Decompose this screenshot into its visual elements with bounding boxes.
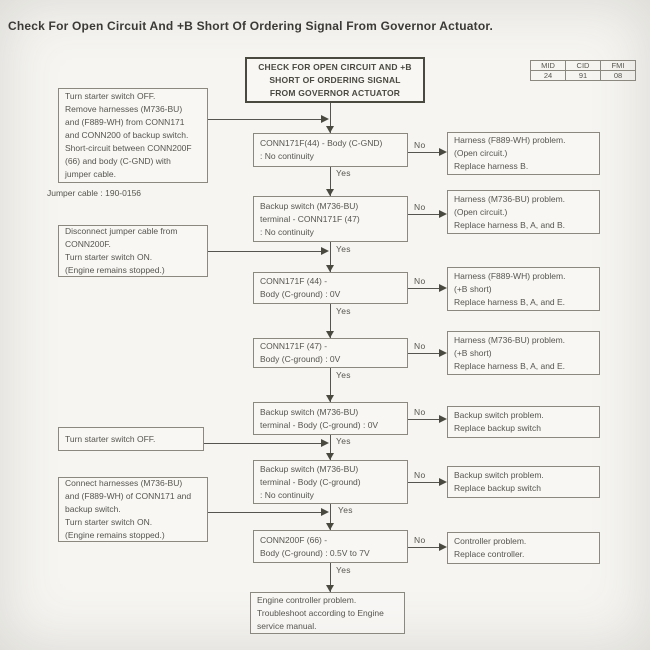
outcome-box: [447, 466, 600, 498]
text-line: (66) and body (C-GND) with: [65, 156, 171, 166]
outcome-box: [447, 532, 600, 564]
text-line: Short-circuit between CONN200F: [65, 143, 192, 153]
fault-code-table: [530, 60, 636, 81]
connector-line: [408, 482, 440, 483]
decision-box: [253, 402, 408, 435]
text-line: Backup switch (M736-BU): [260, 463, 359, 474]
text-line: (Engine remains stopped.): [65, 530, 165, 540]
decision-box: [253, 272, 408, 304]
no-label: No: [414, 140, 426, 150]
no-label: No: [414, 407, 426, 417]
text-line: Harness (M736-BU) problem.: [454, 193, 566, 204]
connector-line: [408, 353, 440, 354]
text-line: Body (C-ground) : 0V: [260, 289, 341, 299]
text-line: Body (C-ground) : 0V: [260, 354, 341, 364]
text-line: Harness (F889-WH) problem.: [454, 270, 566, 281]
outcome-box: [447, 267, 600, 311]
arrow-down-icon: [326, 189, 334, 196]
side-note-box: [58, 88, 208, 183]
fault-code-header-cell: CID: [566, 61, 601, 71]
text-line: : No continuity: [260, 489, 314, 500]
arrow-right-icon: [321, 508, 329, 516]
no-label: No: [414, 535, 426, 545]
text-line: (+B short): [454, 347, 492, 358]
yes-label: Yes: [336, 168, 351, 178]
text-line: Replace harness B, A, and B.: [454, 219, 566, 230]
side-note-box: [58, 427, 204, 451]
text-line: CONN171F (47) -: [260, 341, 328, 351]
text-line: CONN171F (44) -: [260, 276, 328, 286]
text-line: Disconnect jumper cable from: [65, 226, 178, 236]
text-line: Remove harnesses (M736-BU): [65, 104, 183, 114]
arrow-right-icon: [439, 478, 447, 486]
text-line: Body (C-ground) : 0.5V to 7V: [260, 547, 370, 558]
text-line: terminal - Body (C-ground) : 0V: [260, 419, 379, 430]
text-line: Harness (F889-WH) problem.: [454, 135, 566, 145]
arrow-down-icon: [326, 331, 334, 338]
text-line: terminal - CONN171F (47): [260, 213, 360, 224]
arrow-right-icon: [439, 284, 447, 292]
text-line: Replace harness B, A, and E.: [454, 296, 566, 307]
start-box: [245, 57, 425, 103]
decision-box: [253, 338, 408, 368]
yes-label: Yes: [336, 370, 351, 380]
yes-label: Yes: [336, 565, 351, 575]
arrow-right-icon: [439, 543, 447, 551]
side-note-box: [58, 225, 208, 277]
side-note-box: [58, 477, 208, 542]
fault-code-value-cell: 08: [601, 71, 636, 81]
arrow-down-icon: [326, 523, 334, 530]
text-line: Replace harness B.: [454, 161, 529, 171]
yes-label: Yes: [336, 306, 351, 316]
decision-box: [253, 530, 408, 563]
yes-label: Yes: [338, 505, 353, 515]
text-line: Turn starter switch ON.: [65, 517, 153, 527]
text-line: Controller problem.: [454, 536, 527, 546]
text-line: Troubleshoot according to Engine: [257, 607, 384, 618]
text-line: CONN171F(44) - Body (C-GND): [260, 138, 383, 148]
text-line: jumper cable.: [65, 169, 117, 179]
text-line: service manual.: [257, 620, 317, 631]
text-line: (+B short): [454, 283, 492, 294]
text-line: Turn starter switch OFF.: [65, 91, 156, 101]
arrow-down-icon: [326, 585, 334, 592]
final-box: [250, 592, 405, 634]
no-label: No: [414, 276, 426, 286]
arrow-down-icon: [326, 395, 334, 402]
connector-line: [408, 547, 440, 548]
connector-line: [208, 251, 321, 252]
text-line: terminal - Body (C-ground): [260, 476, 361, 487]
arrow-down-icon: [326, 453, 334, 460]
text-line: Harness (M736-BU) problem.: [454, 334, 566, 345]
outcome-box: [447, 132, 600, 175]
arrow-right-icon: [321, 247, 329, 255]
fault-code-header-cell: MID: [531, 61, 566, 71]
text-line: Connect harnesses (M736-BU): [65, 478, 183, 488]
text-line: : No continuity: [260, 151, 314, 161]
arrow-right-icon: [439, 349, 447, 357]
fault-code-value-cell: 91: [566, 71, 601, 81]
decision-box: [253, 196, 408, 242]
outcome-box: [447, 190, 600, 234]
decision-box: [253, 133, 408, 167]
text-line: (Open circuit.): [454, 206, 508, 217]
text-line: Backup switch (M736-BU): [260, 200, 359, 211]
connector-line: [408, 288, 440, 289]
text-line: Turn starter switch OFF.: [65, 433, 156, 444]
connector-line: [408, 214, 440, 215]
text-line: (Open circuit.): [454, 148, 508, 158]
text-line: backup switch.: [65, 504, 121, 514]
connector-line: [204, 443, 321, 444]
connector-line: [208, 512, 321, 513]
decision-box: [253, 460, 408, 504]
yes-label: Yes: [336, 436, 351, 446]
text-line: Replace backup switch: [454, 483, 541, 493]
text-line: Backup switch problem.: [454, 410, 544, 420]
text-line: Backup switch (M736-BU): [260, 406, 359, 417]
text-line: Turn starter switch ON.: [65, 252, 153, 262]
text-line: CHECK FOR OPEN CIRCUIT AND +B: [258, 61, 412, 72]
text-line: CONN200F (66) -: [260, 534, 328, 545]
text-line: Replace backup switch: [454, 423, 541, 433]
arrow-right-icon: [321, 439, 329, 447]
no-label: No: [414, 202, 426, 212]
arrow-right-icon: [321, 115, 329, 123]
arrow-down-icon: [326, 126, 334, 133]
arrow-down-icon: [326, 265, 334, 272]
text-line: SHORT OF ORDERING SIGNAL: [269, 74, 401, 85]
yes-label: Yes: [336, 244, 351, 254]
connector-line: [408, 419, 440, 420]
fault-code-header-cell: FMI: [601, 61, 636, 71]
connector-line: [408, 152, 440, 153]
text-line: (Engine remains stopped.): [65, 265, 165, 275]
outcome-box: [447, 331, 600, 375]
outcome-box: [447, 406, 600, 438]
no-label: No: [414, 341, 426, 351]
no-label: No: [414, 470, 426, 480]
text-line: CONN200F.: [65, 239, 111, 249]
arrow-right-icon: [439, 148, 447, 156]
text-line: Replace harness B, A, and E.: [454, 360, 566, 371]
arrow-right-icon: [439, 415, 447, 423]
text-line: FROM GOVERNOR ACTUATOR: [269, 87, 401, 98]
connector-line: [208, 119, 321, 120]
jumper-cable-note: Jumper cable : 190-0156: [47, 188, 142, 198]
text-line: Replace controller.: [454, 549, 525, 559]
arrow-right-icon: [439, 210, 447, 218]
text-line: Engine controller problem.: [257, 594, 357, 605]
text-line: and (F889-WH) from CONN171: [65, 117, 185, 127]
text-line: : No continuity: [260, 226, 314, 237]
fault-code-value-cell: 24: [531, 71, 566, 81]
text-line: Backup switch problem.: [454, 470, 544, 480]
page-title: Check For Open Circuit And +B Short Of Ordering Signal From Governor Actuator.: [8, 19, 494, 33]
text-line: and (F889-WH) of CONN171 and: [65, 491, 192, 501]
text-line: and CONN200 of backup switch.: [65, 130, 189, 140]
